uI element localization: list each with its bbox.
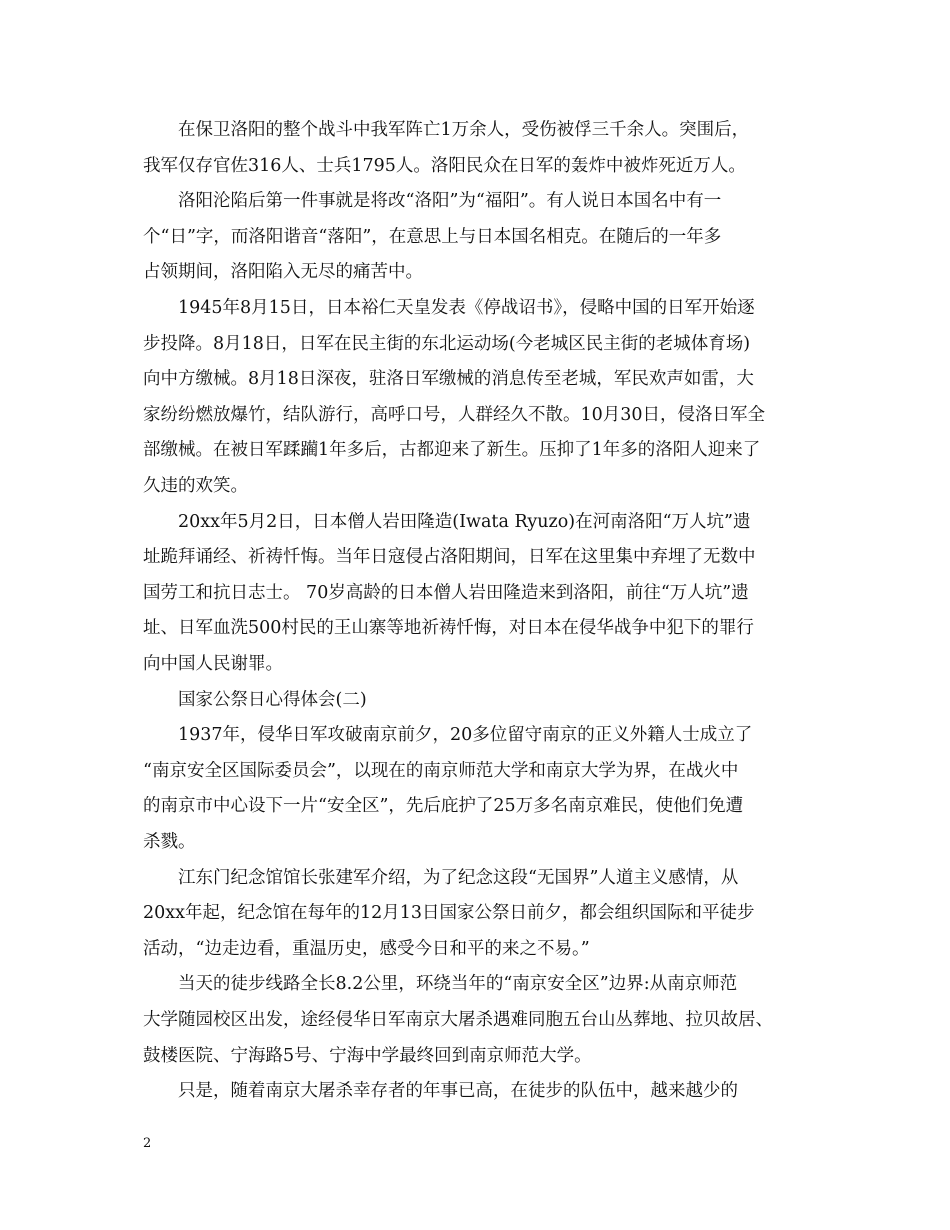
text-line: 向中国人民谢罪。 (143, 654, 283, 674)
text-line: 址跪拜诵经、祈祷忏悔。当年日寇侵占洛阳期间，日军在这里集中弃埋了无数中 (143, 547, 756, 567)
text-line: 部缴械。在被日军蹂躏1年多后，古都迎来了新生。压抑了1年多的洛阳人迎来了 (143, 440, 761, 460)
text-line: 当天的徒步线路全长8.2公里，环绕当年的“南京安全区”边界:从南京师范 (178, 974, 738, 994)
text-line: 在保卫洛阳的整个战斗中我军阵亡1万余人，受伤被俘三千余人。突围后， (178, 120, 750, 140)
text-line: 1937年，侵华日军攻破南京前夕，20多位留守南京的正义外籍人士成立了 (178, 725, 753, 745)
text-line: 占领期间，洛阳陷入无尽的痛苦中。 (143, 262, 423, 282)
text-line: 1945年8月15日，日本裕仁天皇发表《停战诏书》，侵略中国的日军开始逐 (178, 298, 755, 318)
text-line: 大学随园校区出发，途经侵华日军南京大屠杀遇难同胞五台山丛葬地、拉贝故居、 (143, 1010, 773, 1030)
text-line: 洛阳沦陷后第一件事就是将改“洛阳”为“福阳”。有人说日本国名中有一 (178, 191, 722, 211)
text-line: 国劳工和抗日志士。 70岁高龄的日本僧人岩田隆造来到洛阳，前往“万人坑”遗 (143, 583, 749, 603)
page-number: 2 (143, 1136, 152, 1151)
text-line: 向中方缴械。8月18日深夜，驻洛日军缴械的消息传至老城，军民欢声如雷，大 (143, 369, 754, 389)
text-line: 杀戮。 (143, 832, 196, 852)
section-heading: 国家公祭日心得体会(二) (178, 690, 367, 710)
text-line: 20xx年5月2日，日本僧人岩田隆造(Iwata Ryuzo)在河南洛阳“万人坑”遗 (178, 512, 751, 532)
text-line: 址、日军血洗500村民的王山寨等地祈祷忏悔，对日本在侵华战争中犯下的罪行 (143, 618, 754, 638)
text-line: 的南京市中心设下一片“安全区”，先后庇护了25万多名南京难民，使他们免遭 (143, 796, 744, 816)
text-line: 鼓楼医院、宁海路5号、宁海中学最终回到南京师范大学。 (143, 1046, 592, 1066)
text-line: 家纷纷燃放爆竹，结队游行，高呼口号，人群经久不散。10月30日，侵洛日军全 (143, 405, 766, 425)
text-line: 20xx年起，纪念馆在每年的12月13日国家公祭日前夕，都会组织国际和平徒步 (143, 903, 755, 923)
text-line: 我军仅存官佐316人、士兵1795人。洛阳民众在日军的轰炸中被炸死近万人。 (143, 156, 746, 176)
text-line: 只是，随着南京大屠杀幸存者的年事已高，在徒步的队伍中，越来越少的 (178, 1081, 738, 1101)
text-line: 步投降。8月18日，日军在民主街的东北运动场(今老城区民主街的老城体育场) (143, 334, 751, 354)
text-line: 活动，“边走边看，重温历史，感受今日和平的来之不易。” (143, 939, 590, 959)
text-line: “南京安全区国际委员会”，以现在的南京师范大学和南京大学为界，在战火中 (143, 761, 739, 781)
text-line: 江东门纪念馆馆长张建军介绍，为了纪念这段“无国界”人道主义感情，从 (178, 868, 739, 888)
text-line: 久违的欢笑。 (143, 476, 248, 496)
text-line: 个“日”字，而洛阳谐音“落阳”，在意思上与日本国名相克。在随后的一年多 (143, 227, 722, 247)
